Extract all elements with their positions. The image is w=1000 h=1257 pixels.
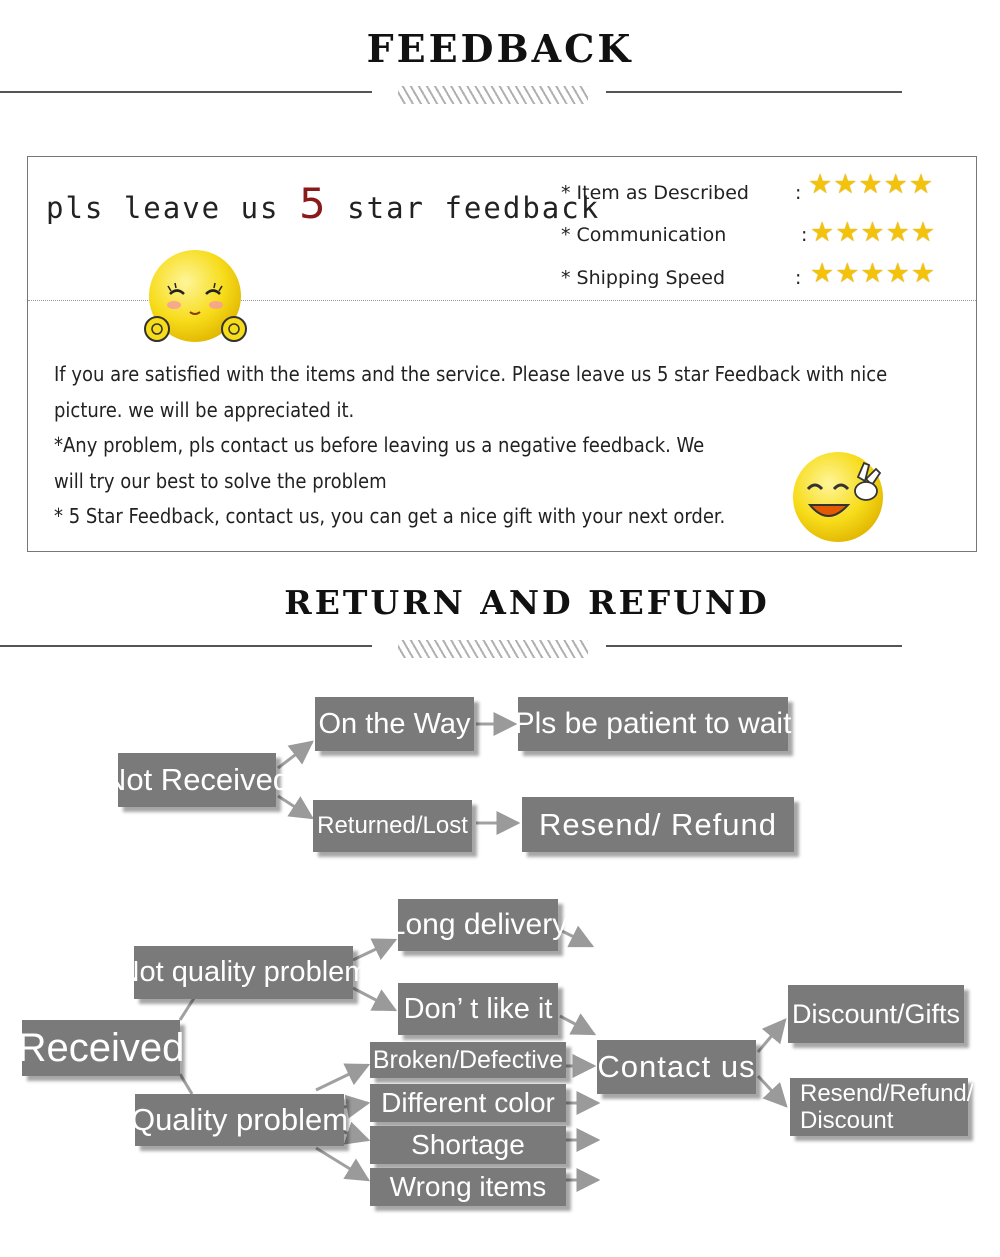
long-delivery-box: Long delivery xyxy=(398,899,558,951)
discount-gifts-box: Discount/Gifts xyxy=(788,985,964,1043)
returned-lost-box: Returned/Lost xyxy=(313,800,472,852)
feedback-title: FEEDBACK xyxy=(366,26,634,71)
star-rating-icon: ★★★★★ xyxy=(810,258,937,288)
rating-colon: : xyxy=(795,267,802,289)
broken-defective-box: Broken/Defective xyxy=(370,1042,566,1078)
feedback-paragraph: If you are satisfied with the items and the service. Please leave us 5 star Feedback with nice xyxy=(54,362,888,386)
headline-five: 5 xyxy=(298,179,328,228)
dont-like-box: Don’ t like it xyxy=(398,983,558,1035)
feedback-paragraph: *Any problem, pls contact us before leaving us a negative feedback. We xyxy=(54,433,705,457)
star-rating-icon: ★★★★★ xyxy=(810,217,937,247)
contact-us-box: Contact us xyxy=(597,1040,756,1094)
rating-label: * Shipping Speed xyxy=(561,267,726,289)
headline-after: star feedback xyxy=(327,191,601,225)
feedback-paragraph: * 5 Star Feedback, contact us, you can get a nice gift with your next order. xyxy=(54,504,726,528)
quality-problem-box: Quality problem xyxy=(135,1094,344,1146)
refund-title: RETURN AND REFUND xyxy=(284,583,770,622)
different-color-box: Different color xyxy=(370,1084,566,1122)
resend-refund-discount-box xyxy=(790,1078,974,1136)
received-box: Received xyxy=(22,1020,180,1076)
rating-colon: : xyxy=(801,224,808,246)
rating-label: * Communication xyxy=(561,224,727,246)
shortage-box: Shortage xyxy=(370,1126,566,1164)
resend-refund-line2: Discount xyxy=(800,1107,894,1134)
not-quality-problem-box: Not quality problem xyxy=(134,946,353,999)
feedback-paragraph: will try our best to solve the problem xyxy=(54,468,387,493)
star-rating-icon: ★★★★★ xyxy=(808,169,935,199)
wrong-items-box: Wrong items xyxy=(370,1168,566,1206)
not-received-box: Not Received xyxy=(118,753,276,807)
patient-wait-box: Pls be patient to wait xyxy=(518,697,788,751)
resend-refund-box: Resend/ Refund xyxy=(522,797,794,852)
rating-label: * Item as Described xyxy=(561,182,749,204)
headline-before: pls leave us xyxy=(46,191,299,225)
resend-refund-line1: Resend/Refund/ xyxy=(800,1080,974,1107)
feedback-paragraph: picture. we will be appreciated it. xyxy=(54,397,355,422)
rating-colon: : xyxy=(795,182,802,204)
on-the-way-box: On the Way xyxy=(315,697,474,751)
